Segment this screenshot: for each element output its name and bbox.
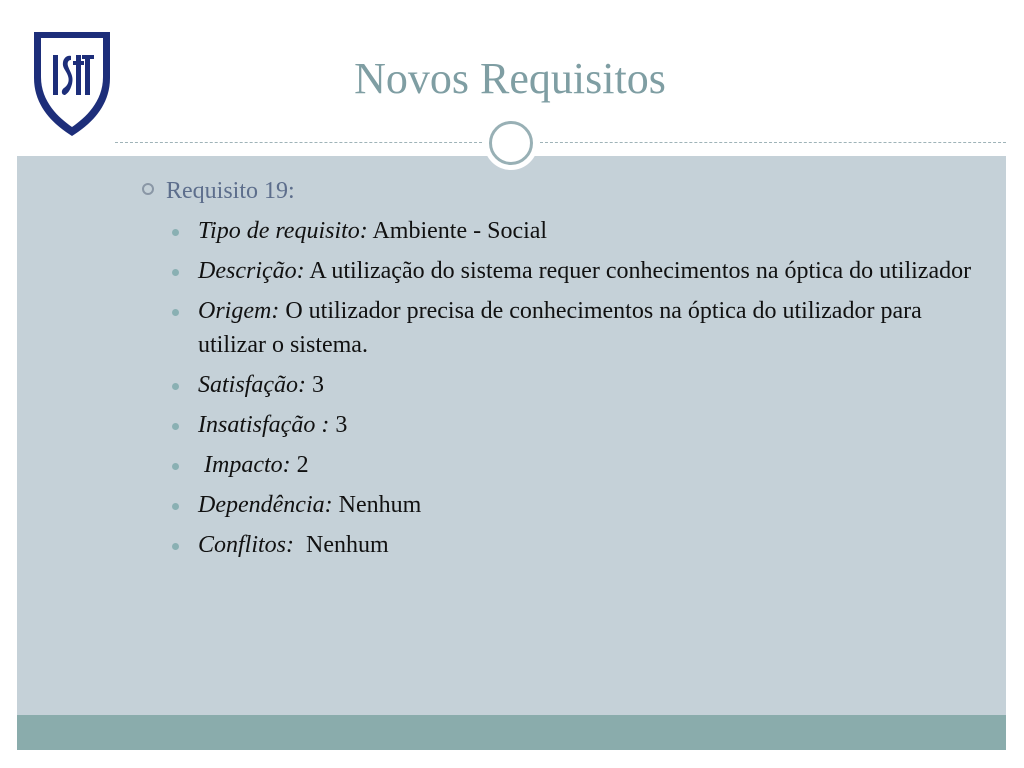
item-text: Nenhum: [332, 492, 422, 518]
item-text: A utilização do sistema requer conhecimentos na óptica do utilizador: [304, 258, 972, 284]
list-item-impacto: [172, 448, 972, 482]
page-title: Novos Requisitos: [354, 54, 666, 103]
item-label: Origem:: [198, 298, 280, 324]
requirement-heading: [142, 176, 295, 206]
item-text: Nenhum: [294, 532, 389, 558]
ring-divider-icon: [484, 116, 538, 170]
dot-bullet-icon: [172, 423, 179, 430]
item-label: Satisfação:: [198, 372, 306, 398]
list-item-tipo: [172, 214, 972, 248]
item-label: Dependência:: [198, 492, 333, 518]
item-text: 3: [306, 372, 324, 398]
item-label: Impacto:: [198, 452, 291, 478]
list-item-origem: [172, 294, 972, 362]
item-label: Tipo de requisito:: [198, 218, 368, 244]
item-text: 2: [290, 452, 309, 478]
requirement-heading-text: Requisito 19:: [166, 178, 295, 204]
list-item-satisfacao: [172, 368, 972, 402]
dot-bullet-icon: [172, 503, 179, 510]
dot-bullet-icon: [172, 463, 179, 470]
item-text: Ambiente - Social: [367, 218, 548, 244]
dot-bullet-icon: [172, 309, 179, 316]
ist-shield-logo: [32, 30, 112, 138]
item-text: O utilizador precisa de conhecimentos na óptica do utilizador para utilizar o sistema.: [198, 298, 922, 358]
dot-bullet-icon: [172, 543, 179, 550]
header-divider-left: [115, 142, 487, 143]
ring-bullet-icon: [142, 183, 154, 195]
header-divider-right: [540, 142, 1006, 143]
list-item-insatisfacao: [172, 408, 972, 442]
list-item-dependencia: [172, 488, 972, 522]
list-item-descricao: [172, 254, 972, 288]
dot-bullet-icon: [172, 229, 179, 236]
footer-bar: [17, 715, 1006, 750]
item-label: Conflitos:: [198, 532, 295, 558]
requirement-details-list: [172, 214, 972, 568]
item-label: Descrição:: [198, 258, 305, 284]
dot-bullet-icon: [172, 383, 179, 390]
item-text: 3: [329, 412, 348, 438]
item-label: Insatisfação :: [198, 412, 330, 438]
list-item-conflitos: [172, 528, 972, 562]
dot-bullet-icon: [172, 269, 179, 276]
